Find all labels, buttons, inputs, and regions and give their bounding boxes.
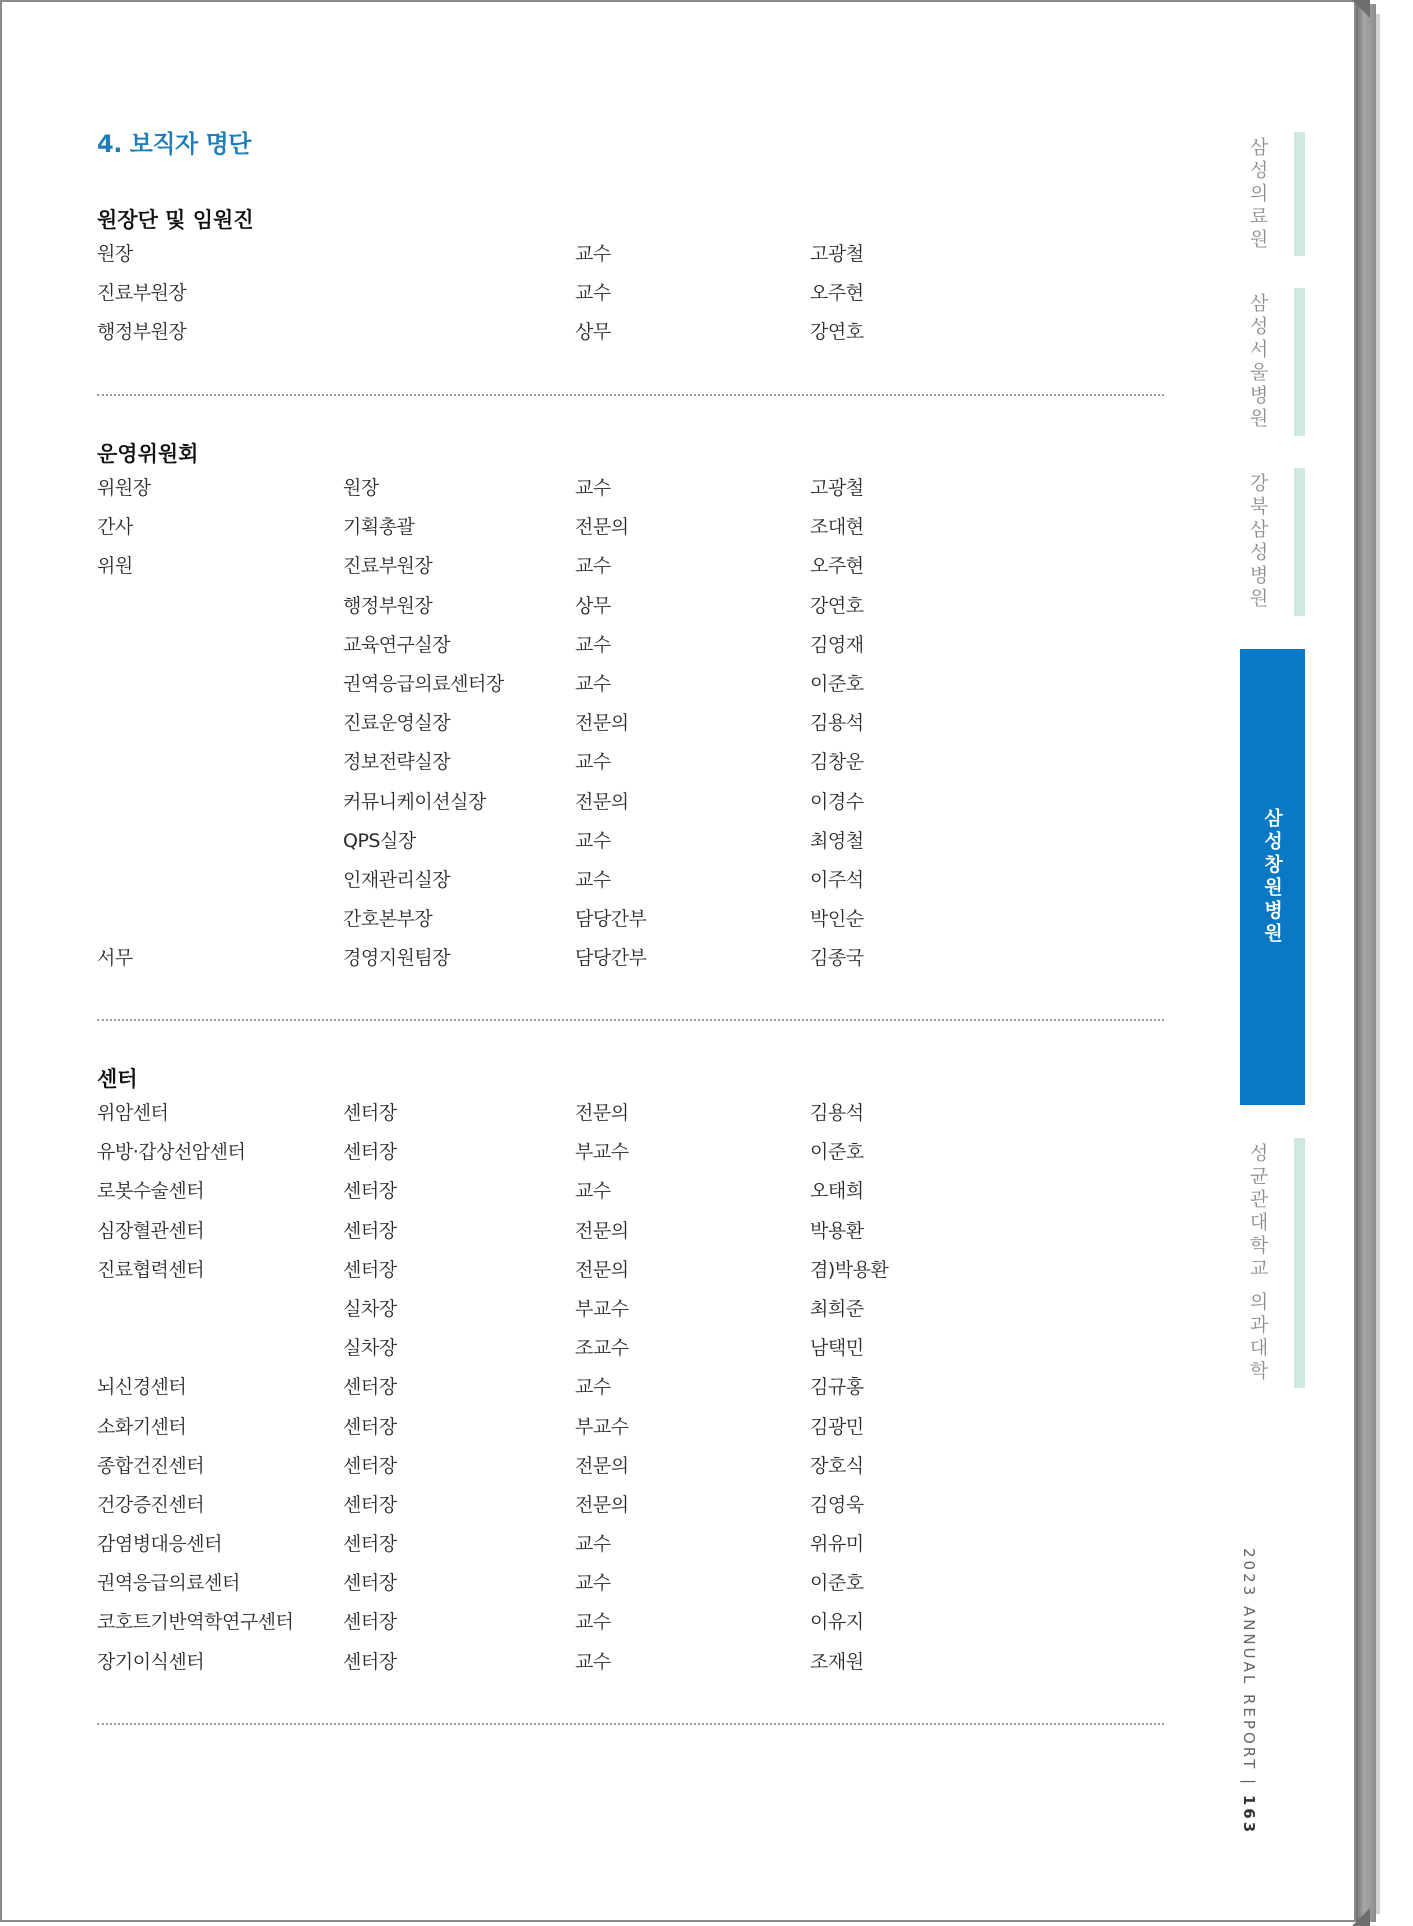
position-cell: 경영지원팀장 <box>343 947 451 970</box>
table-row <box>97 863 1164 902</box>
unit-cell: 로봇수술센터 <box>97 1180 205 1203</box>
side-tab-label: 삼성서울병원 <box>1246 293 1269 431</box>
name-cell: 김광민 <box>810 1415 864 1438</box>
position-cell: 센터장 <box>343 1102 397 1124</box>
rank-cell: 전문의 <box>575 1493 629 1516</box>
table-row <box>97 745 1164 784</box>
position-cell: 교육연구실장 <box>343 633 451 656</box>
unit-cell: 위암센터 <box>97 1102 169 1124</box>
table-row <box>97 1174 1164 1213</box>
rank-cell: 전문의 <box>575 1454 629 1477</box>
rank-cell: 상무 <box>575 321 611 344</box>
rank-cell: 교수 <box>575 633 611 656</box>
position-cell: 센터장 <box>343 1258 397 1281</box>
rank-cell: 부교수 <box>575 1297 629 1320</box>
table-row <box>97 315 1164 354</box>
name-cell: 김종국 <box>810 947 864 970</box>
unit-cell: 뇌신경센터 <box>97 1376 187 1399</box>
position-cell: 정보전략실장 <box>343 751 451 774</box>
position-cell: 센터장 <box>343 1180 397 1203</box>
rank-cell: 교수 <box>575 555 611 578</box>
name-cell: 김규홍 <box>810 1376 864 1399</box>
unit-cell: 위원장 <box>97 477 151 499</box>
position-cell: 행정부원장 <box>343 594 433 617</box>
position-cell: 센터장 <box>343 1650 397 1673</box>
name-cell: 박인순 <box>810 908 864 931</box>
side-tab-skku-medicine[interactable] <box>1233 1138 1305 1388</box>
name-cell: 김영욱 <box>810 1493 864 1516</box>
name-cell: 오태희 <box>810 1180 864 1203</box>
page-title: 4. 보직자 명단 <box>97 130 251 158</box>
rank-cell: 담당간부 <box>575 908 647 931</box>
position-cell: 센터장 <box>343 1533 397 1556</box>
position-cell: 센터장 <box>343 1493 397 1516</box>
rank-cell: 전문의 <box>575 516 629 539</box>
book-edge-highlight <box>1376 14 1380 1914</box>
name-cell: 겸)박용환 <box>810 1258 889 1281</box>
name-cell: 강연호 <box>810 321 864 344</box>
rank-cell: 교수 <box>575 672 611 695</box>
table-row <box>97 1605 1164 1644</box>
table-row <box>97 1292 1164 1331</box>
unit-cell: 장기이식센터 <box>97 1650 205 1673</box>
table-row <box>97 1527 1164 1566</box>
side-tab-kangbuk-samsung[interactable] <box>1233 468 1305 616</box>
position-cell: 간호본부장 <box>343 908 433 931</box>
table-row <box>97 628 1164 667</box>
name-cell: 이준호 <box>810 672 864 695</box>
unit-cell: 원장 <box>97 243 133 265</box>
divider <box>97 1723 1164 1725</box>
rank-cell: 담당간부 <box>575 947 647 970</box>
rank-cell: 전문의 <box>575 1258 629 1281</box>
footer-annual-report <box>1240 1548 1258 1835</box>
name-cell: 강연호 <box>810 594 864 617</box>
position-cell: 센터장 <box>343 1376 397 1399</box>
rank-cell: 교수 <box>575 1611 611 1634</box>
name-cell: 고광철 <box>810 477 864 499</box>
side-tab-label: 삼성의료원 <box>1246 136 1269 252</box>
tab-bar <box>1294 468 1305 616</box>
position-cell: 기획총괄 <box>343 516 415 539</box>
page-corner-top <box>1352 0 1370 18</box>
divider <box>97 1019 1164 1021</box>
name-cell: 오주현 <box>810 282 864 305</box>
rank-cell: 전문의 <box>575 712 629 735</box>
position-cell: 실차장 <box>343 1297 397 1320</box>
rank-cell: 교수 <box>575 751 611 774</box>
position-cell: 센터장 <box>343 1611 397 1634</box>
position-cell: 센터장 <box>343 1219 397 1242</box>
tab-bar <box>1294 1138 1305 1388</box>
rank-cell: 교수 <box>575 243 611 265</box>
unit-cell: 심장혈관센터 <box>97 1219 205 1242</box>
rank-cell: 부교수 <box>575 1415 629 1438</box>
position-cell: 진료운영실장 <box>343 712 451 735</box>
rank-cell: 교수 <box>575 282 611 305</box>
table-row <box>97 1214 1164 1253</box>
rank-cell: 전문의 <box>575 1102 629 1124</box>
divider <box>97 394 1164 396</box>
position-cell: 진료부원장 <box>343 555 433 578</box>
unit-cell: 간사 <box>97 516 133 539</box>
unit-cell: 유방·갑상선암센터 <box>97 1141 246 1164</box>
rank-cell: 교수 <box>575 1533 611 1556</box>
rank-cell: 부교수 <box>575 1141 629 1164</box>
table-row <box>97 1449 1164 1488</box>
position-cell: 인재관리실장 <box>343 868 451 891</box>
name-cell: 이유지 <box>810 1611 864 1634</box>
name-cell: 위유미 <box>810 1533 864 1556</box>
rank-cell: 교수 <box>575 829 611 852</box>
table-row <box>97 785 1164 824</box>
position-cell: 센터장 <box>343 1454 397 1477</box>
name-cell: 이준호 <box>810 1141 864 1164</box>
side-tab-samsung-seoul[interactable] <box>1233 288 1305 436</box>
side-tab-label: 성균관대학교 의과대학 <box>1246 1142 1269 1384</box>
unit-cell: 소화기센터 <box>97 1415 187 1438</box>
table-row <box>97 1253 1164 1292</box>
section-rows <box>97 1096 1164 1684</box>
table-row <box>97 1135 1164 1174</box>
name-cell: 김창운 <box>810 751 864 774</box>
table-row <box>97 549 1164 588</box>
section-title: 원장단 및 임원진 <box>97 208 254 232</box>
table-row <box>97 667 1164 706</box>
unit-cell: 행정부원장 <box>97 321 187 344</box>
table-row <box>97 706 1164 745</box>
rank-cell: 교수 <box>575 1376 611 1399</box>
unit-cell: 감염병대응센터 <box>97 1533 222 1556</box>
table-row <box>97 276 1164 315</box>
table-row <box>97 902 1164 941</box>
side-tab-label: 삼성창원병원 <box>1261 808 1283 946</box>
table-row <box>97 510 1164 549</box>
book-edge <box>1356 4 1376 1922</box>
name-cell: 김영재 <box>810 633 864 656</box>
page-number: 163 <box>1240 1794 1258 1836</box>
table-row <box>97 471 1164 510</box>
name-cell: 최희준 <box>810 1297 864 1320</box>
section-centers <box>97 1062 1164 1684</box>
section-title: 운영위원회 <box>97 442 199 466</box>
table-row <box>97 1488 1164 1527</box>
rank-cell: 상무 <box>575 594 611 617</box>
side-tab-label: 강북삼성병원 <box>1246 473 1269 611</box>
rank-cell: 교수 <box>575 477 611 499</box>
side-tab-samsung-changwon[interactable] <box>1240 649 1305 1105</box>
table-row <box>97 1370 1164 1409</box>
table-row <box>97 941 1164 980</box>
unit-cell: 종합건진센터 <box>97 1454 205 1477</box>
table-row <box>97 1410 1164 1449</box>
section-title: 센터 <box>97 1067 138 1091</box>
name-cell: 김용석 <box>810 1102 864 1124</box>
position-cell: 권역응급의료센터장 <box>343 672 504 695</box>
side-tab-samsung-medical[interactable] <box>1233 132 1305 256</box>
unit-cell: 위원 <box>97 555 133 578</box>
tab-bar <box>1294 288 1305 436</box>
rank-cell: 교수 <box>575 1180 611 1203</box>
unit-cell: 권역응급의료센터 <box>97 1572 240 1595</box>
rank-cell: 전문의 <box>575 790 629 813</box>
name-cell: 이주석 <box>810 868 864 891</box>
position-cell: 센터장 <box>343 1415 397 1438</box>
name-cell: 고광철 <box>810 243 864 265</box>
table-row <box>97 237 1164 276</box>
table-row <box>97 589 1164 628</box>
name-cell: 이경수 <box>810 790 864 813</box>
section-operating-committee <box>97 437 1164 980</box>
rank-cell: 조교수 <box>575 1337 629 1360</box>
position-cell: QPS실장 <box>343 829 416 852</box>
name-cell: 남택민 <box>810 1337 864 1360</box>
table-row <box>97 1645 1164 1684</box>
rank-cell: 교수 <box>575 1650 611 1673</box>
unit-cell: 건강증진센터 <box>97 1493 205 1516</box>
name-cell: 조대현 <box>810 516 864 539</box>
name-cell: 오주현 <box>810 555 864 578</box>
section-executives <box>97 203 1164 355</box>
unit-cell: 서무 <box>97 947 133 970</box>
rank-cell: 전문의 <box>575 1219 629 1242</box>
name-cell: 이준호 <box>810 1572 864 1595</box>
position-cell: 실차장 <box>343 1337 397 1360</box>
name-cell: 장호식 <box>810 1454 864 1477</box>
position-cell: 센터장 <box>343 1141 397 1164</box>
rank-cell: 교수 <box>575 868 611 891</box>
rank-cell: 교수 <box>575 1572 611 1595</box>
name-cell: 조재원 <box>810 1650 864 1673</box>
table-row <box>97 1566 1164 1605</box>
position-cell: 커뮤니케이션실장 <box>343 790 486 813</box>
position-cell: 원장 <box>343 477 379 499</box>
table-row <box>97 824 1164 863</box>
table-row <box>97 1331 1164 1370</box>
name-cell: 최영철 <box>810 829 864 852</box>
section-rows <box>97 237 1164 355</box>
name-cell: 김용석 <box>810 712 864 735</box>
table-row <box>97 1096 1164 1135</box>
unit-cell: 진료협력센터 <box>97 1258 205 1281</box>
section-rows <box>97 471 1164 980</box>
report-label: 2023 ANNUAL REPORT | <box>1240 1548 1258 1788</box>
tab-bar <box>1294 132 1305 256</box>
unit-cell: 코호트기반역학연구센터 <box>97 1611 294 1634</box>
unit-cell: 진료부원장 <box>97 282 187 305</box>
name-cell: 박용환 <box>810 1219 864 1242</box>
page-corner-bottom <box>1352 1908 1370 1926</box>
position-cell: 센터장 <box>343 1572 397 1595</box>
